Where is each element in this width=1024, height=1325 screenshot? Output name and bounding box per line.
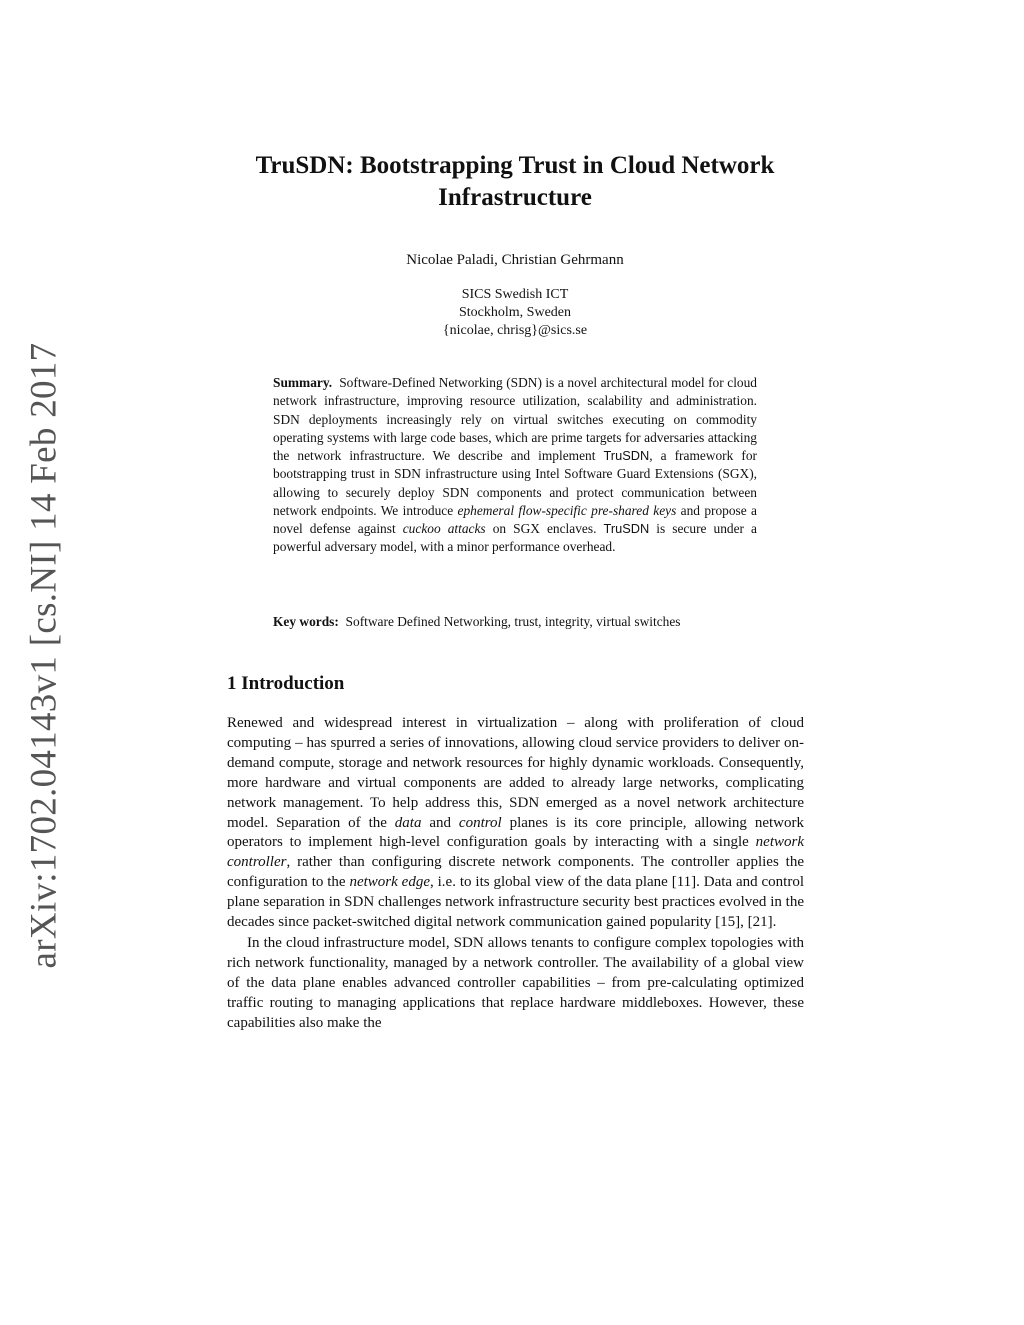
paper-title-line2: Infrastructure (438, 184, 592, 211)
intro-p1-text-a: Renewed and widespread interest in virtualization – along with proliferation of cloud computing – has spurred a series of innovations, allowing cloud service providers to deliver on-demand compute, storage and network resources for highly dynamic workloads. Consequently, more hardware and virtual components are added to already large networks, complicating network management. To help address this, SDN emerged as a novel network architecture model. Separation of the (227, 715, 804, 831)
abstract-text-3: and propose a novel defense against (273, 502, 757, 536)
system-name-trusdn: TruSDN (603, 448, 650, 463)
system-name-trusdn: TruSDN (603, 521, 650, 536)
paper-title-line1: TruSDN: Bootstrapping Trust in Cloud Network (255, 152, 775, 179)
intro-p1-text-e: , i.e. to its global view of the data plane [11]. Data and control plane separation in SDN challenges network infrastructure security best practices evolved in the decades since packet-switched digital network communication gained popularity [15], [21]. (227, 874, 805, 931)
intro-emphasis-edge: network edge (349, 874, 430, 891)
keywords-label: Key words: (273, 614, 339, 629)
abstract-text-4: on SGX enclaves. (485, 521, 604, 536)
intro-p1-text-b: and (421, 814, 459, 831)
affiliation-org: SICS Swedish ICT (461, 287, 569, 302)
intro-p1-text-c: planes is its core principle, allowing network operators to implement high-level configuration goals by interacting with a single (227, 814, 804, 851)
abstract-text-5: is secure under a powerful adversary model, with a minor performance overhead. (273, 521, 758, 555)
abstract-emphasis-cuckoo: cuckoo attacks (402, 521, 486, 536)
arxiv-identifier: arXiv:1702.04143v1 [cs.NI] 14 Feb 2017 (23, 342, 65, 968)
intro-p1-text-d: , rather than configuring discrete network components. The controller applies the configuration to the (227, 854, 804, 891)
introduction-paragraph-1 (227, 714, 804, 933)
affiliation-email: {nicolae, chrisg}@sics.se (442, 323, 588, 338)
intro-emphasis-controller: network controller (227, 834, 804, 871)
abstract (273, 374, 757, 557)
arxiv-sidebar (4, 342, 84, 968)
abstract-emphasis-psk: ephemeral flow-specific pre-shared keys (457, 502, 677, 518)
affiliation-city: Stockholm, Sweden (459, 305, 571, 320)
introduction-body (227, 714, 804, 1034)
keywords-text: Software Defined Networking, trust, integrity, virtual switches (345, 614, 681, 629)
section-heading-introduction: 1 Introduction (227, 673, 345, 694)
abstract-text-2: , a framework for bootstrapping trust in SDN infrastructure using Intel Software Guard Extensions (SGX), allowing to securely deploy SDN components and protect communication between network endpoints. We introduce (273, 448, 757, 518)
intro-emphasis-data: data (394, 814, 422, 831)
keywords (273, 613, 783, 631)
abstract-text-1: Software-Defined Networking (SDN) is a novel architectural model for cloud network infrastructure, improving resource utilization, scalability and administration. SDN deployments increasingly rely on virtual switches executing on commodity operating systems with large code bases, which are prime targets for adversaries attacking the network infrastructure. We describe and implement (273, 375, 757, 463)
intro-emphasis-control: control (458, 814, 502, 831)
introduction-paragraph-2: In the cloud infrastructure model, SDN allows tenants to configure complex topologies with rich network functionality, managed by a network controller. The availability of a global view of the data plane enables advanced controller capabilities – from pre-calculating optimized traffic routing to managing applications that replace hardware middleboxes. However, these capabilities also make the (227, 934, 804, 1031)
affiliation-block (200, 286, 830, 340)
author-list: Nicolae Paladi, Christian Gehrmann (406, 252, 624, 268)
paper-title (200, 150, 830, 214)
abstract-label: Summary. (273, 375, 333, 390)
